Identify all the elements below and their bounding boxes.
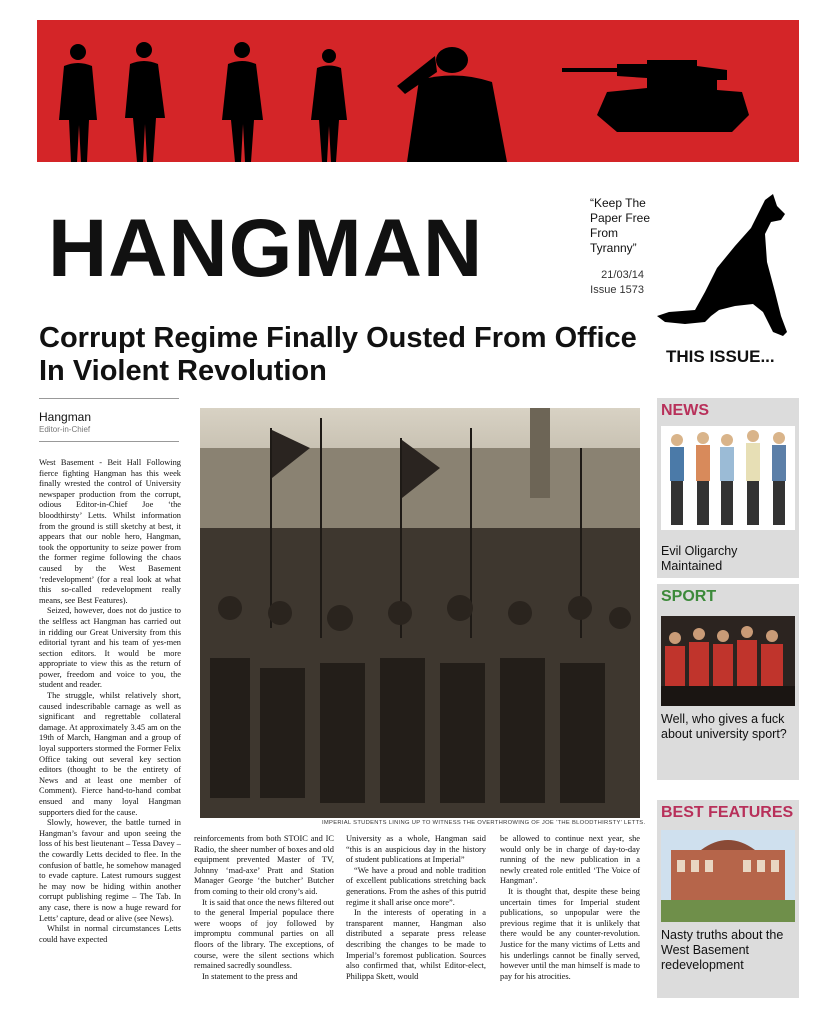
sidebar-section-label: BEST FEATURES bbox=[661, 804, 794, 821]
divider bbox=[39, 441, 179, 442]
article-paragraph: be allowed to continue next year, she would only be in charge of day-to-day running of the new publication in a newly created role entitled ‘The Voice of Hangman’. bbox=[500, 834, 640, 886]
sidebar-sport[interactable] bbox=[657, 584, 799, 780]
article-paragraph: reinforcements from both STOIC and IC Radio, the sheer number of boxes and old equipment prevented Master of TV, Johnny ‘mad-axe’ Pratt and Station Manager George ‘the butcher’ Butcher from coming to their old crony’s aid. bbox=[194, 834, 334, 896]
sidebar-best-features[interactable] bbox=[657, 800, 799, 998]
masthead-date-block bbox=[590, 268, 644, 298]
article-paragraph: University as a whole, Hangman said “this is an auspicious day in the history of student publications at Imperial” bbox=[346, 834, 486, 865]
sidebar-section-label: SPORT bbox=[661, 588, 717, 605]
article-paragraph: Slowly, however, the battle turned in Hangman’s favour and upon seeing the loss of his best lieutenant – Tessa Davey – the cowardly Letts decided to flee. In the confusion of battle, he somehow managed to evade capture. Latest rumours suggest he may now be hiding within another corrupt publishing regime – The Tab. In any case, there is now a huge reward for Letts’ capture, dead or alive (see News). bbox=[39, 818, 181, 923]
masthead-motto: “Keep The Paper Free From Tyranny” bbox=[590, 196, 651, 255]
sidebar-teaser: Nasty truths about the West Basement redevelopment bbox=[661, 928, 784, 972]
masthead-banner bbox=[37, 20, 799, 162]
article-paragraph: In statement to the press and bbox=[202, 971, 298, 981]
article-column-4 bbox=[500, 834, 640, 982]
article-column-3 bbox=[346, 834, 486, 982]
masthead-title: HANGMAN bbox=[48, 203, 484, 294]
article-column-2 bbox=[194, 834, 334, 982]
article-paragraph: It is thought that, despite these being uncertain times for Imperial student publications, so unpopular were the previous regime that it is unlikely that there would be any counter-revolution. Justice for the many victims of Letts and his underlings cannot be finally served, however until the man himself is made to pay for his atrocities. bbox=[500, 886, 640, 981]
main-headline: Corrupt Regime Finally Ousted From Office In Violent Revolution bbox=[39, 322, 637, 387]
revolution-crowd-photo bbox=[200, 408, 640, 818]
photo-caption: IMPERIAL STUDENTS LINING UP TO WITNESS THE OVERTHROWING OF JOE ‘THE BLOODTHIRSTY’ LETTS. bbox=[322, 820, 646, 826]
news-thumbnail bbox=[661, 426, 795, 530]
article-paragraph: “We have a proud and noble tradition of excellent publications stretching back generations. From the ashes of this putrid regime it shall arise once more”. bbox=[346, 865, 486, 907]
byline-author: Hangman bbox=[39, 410, 92, 424]
this-issue-heading: THIS ISSUE... bbox=[666, 347, 775, 366]
issue-number: Issue 1573 bbox=[590, 284, 644, 296]
sidebar-teaser: Well, who gives a fuck about university sport? bbox=[661, 712, 787, 741]
byline-role: Editor-in-Chief bbox=[39, 425, 91, 434]
article-column-1 bbox=[39, 458, 181, 945]
article-paragraph: It is said that once the news filtered out to the general Imperial populace there were woops of joy followed by impromptu communal parties on all floors of the library. The exceptions, of course, were the silent sections which remained sacredly soundless. bbox=[194, 897, 334, 971]
sport-thumbnail bbox=[661, 616, 795, 706]
article-paragraph: In the interests of operating in a transparent manner, Hangman also distributed a separate press release describing the changes to be made to Imperial’s foremost publication. Sources also confirmed that, whilst Editor-elect, Philippa Skett, would bbox=[346, 908, 486, 981]
article-paragraph: The struggle, whilst relatively short, caused indescribable carnage as well as significant and regrettable collateral damage. At approximately 3.45 am on the 19th of March, Hangman and a group of loyal supporters stormed the Former Felix Office taking out several key section editors (thought to be the entirety of News and at least one member of Comment). Fierce hand-to-hand combat ensued and many loyal Hangman supporters died for the cause. bbox=[39, 691, 181, 817]
silhouettes-illustration bbox=[37, 20, 799, 162]
article-paragraph: West Basement - Beit Hall Following fierce fighting Hangman has this week finally wrested the control of University newspaper production from the corrupt, odious Editor-in-Chief Joe ‘the bloodthirsty’ Letts. Whilst information from the ground is still sketchy at best, it appears that our noble hero, Hangman, took the opportunity to seize power from the former regime following the chaos caused by the West Basement ‘redevelopment’ (for a real look at what this so-called redevelopment really means, see Best Features). bbox=[39, 458, 181, 605]
divider bbox=[39, 398, 179, 399]
article-paragraph: Whilst in normal circumstances Letts could have expected bbox=[39, 924, 181, 944]
sidebar-section-label: NEWS bbox=[661, 402, 709, 419]
article-paragraph: Seized, however, does not do justice to the selfless act Hangman has carried out in ridding our Great University from this editorial tyrant and his team of yes-men section editors. It would be more appropriate to view this as the return of power, freedom and voice to you, the student and reader. bbox=[39, 606, 181, 690]
sidebar-news[interactable] bbox=[657, 398, 799, 578]
issue-date: 21/03/14 bbox=[601, 269, 644, 281]
best-features-thumbnail bbox=[661, 830, 795, 922]
sidebar-teaser: Evil Oligarchy Maintained bbox=[661, 544, 738, 573]
howling-wolf-icon bbox=[655, 192, 801, 342]
